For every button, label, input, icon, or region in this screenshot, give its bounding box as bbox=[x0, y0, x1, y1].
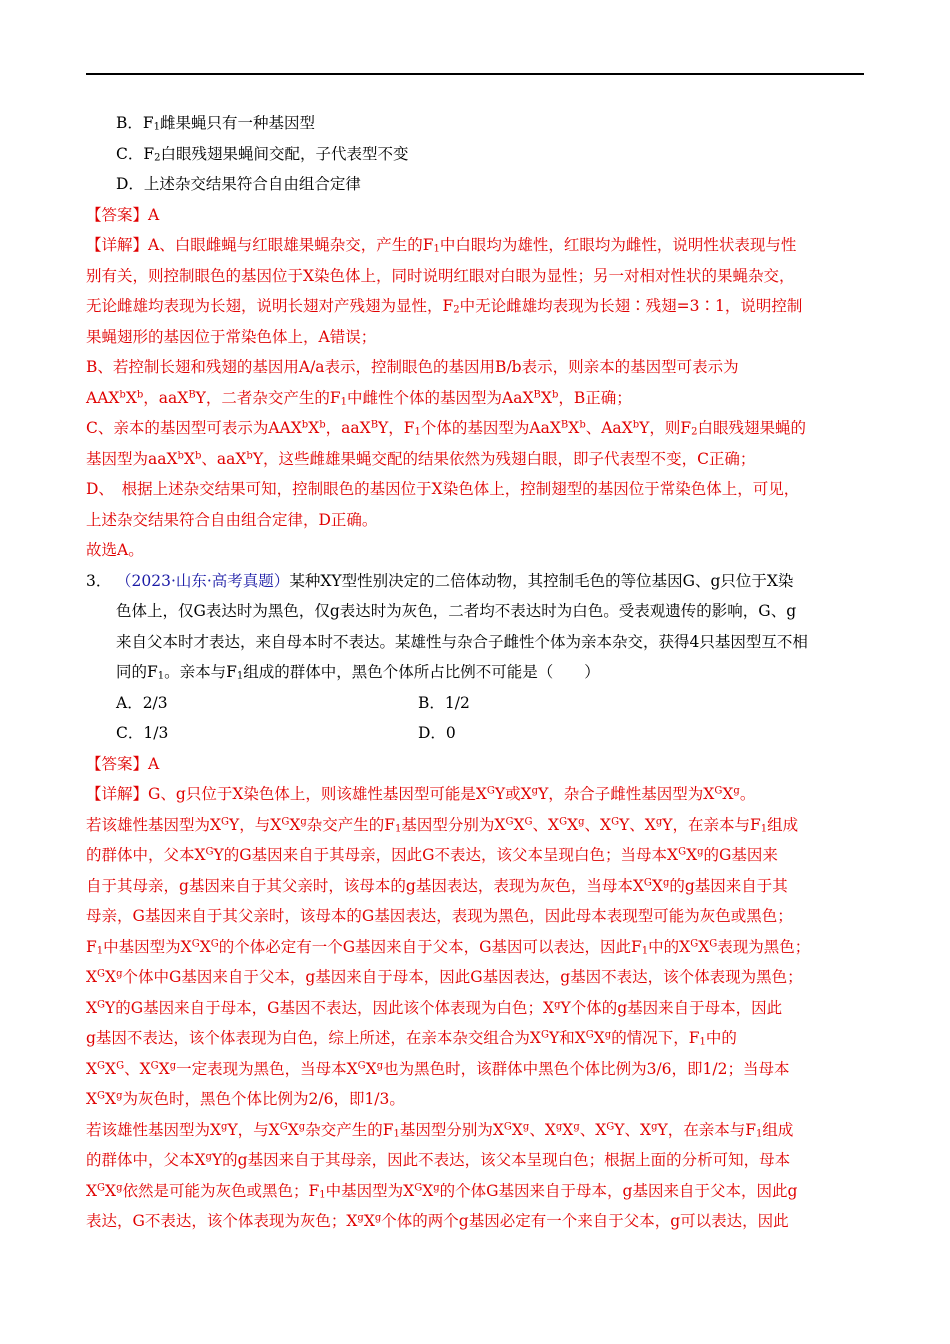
answer-value: A bbox=[148, 754, 160, 773]
explanation-line: B、若控制长翅和残翅的基因用A/a表示，控制眼色的基因用B/b表示，则亲本的基因型可表示为 bbox=[86, 358, 739, 376]
explanation-line: $X^GX^g$为灰色时，黑色个体比例为2/6，即1/3。 bbox=[86, 1090, 405, 1108]
explanation-line: $X^GY$的G基因来自于母本，G基因不表达，因此该个体表现为白色；$X^gY$个体的g基因来自于母本，因此 bbox=[86, 998, 783, 1017]
explanation-line: $X^GX^G$、$X^GX^g$一定表现为黑色，当母本$X^GX^g$也为黑色时，该群体中黑色个体比例为3/6，即1/2；当母本 bbox=[86, 1059, 790, 1078]
explanation-line: 上述杂交结果符合自由组合定律，D正确。 bbox=[86, 510, 378, 529]
explanation-line: 别有关，则控制眼色的基因位于X染色体上，同时说明红眼对白眼为显性；另一对相对性状的果蝇杂交， bbox=[86, 266, 795, 285]
explanation-line: 基因型为$aaX^bX^b$、aaX$^b$Y，这些雌雄果蝇交配的结果依然为残翅白眼，即子代表型不变，C正确； bbox=[86, 449, 756, 468]
explanation-line: 母亲，G基因来自于其父亲时，该母本的G基因表达，表现为黑色，因此母本表现型可能为灰色或黑色； bbox=[86, 907, 793, 925]
explanation-line: g基因不表达，该个体表现为白色，综上所述，在亲本杂交组合为$X^GY$和$X^GX^g$的情况下，$F_1$中的 bbox=[86, 1029, 737, 1048]
option-d: D．0 bbox=[418, 724, 456, 742]
question-3-stem: 同的$F_1$。亲本与$F_1$组成的群体中，黑色个体所占比例不可能是（ ） bbox=[116, 663, 600, 682]
explanation-line: 果蝇翅形的基因位于常染色体上，A错误； bbox=[86, 327, 377, 346]
option-d: D．上述杂交结果符合自由组合定律 bbox=[116, 175, 361, 193]
question-3-stem: 色体上，仅G表达时为黑色，仅g表达时为灰色，二者均不表达时为白色。受表观遗传的影响，G、g bbox=[116, 602, 797, 620]
detail-label: 【详解】 bbox=[86, 785, 149, 803]
answer-line-1 bbox=[86, 200, 866, 231]
document-body bbox=[86, 108, 866, 1237]
answer-label: 【答案】 bbox=[86, 754, 149, 773]
explanation-line: 【详解】A、白眼雌蝇与红眼雄果蝇杂交，产生的$F_1$中白眼均为雄性，红眼均为雌性，说明性状表现与性 bbox=[86, 236, 797, 255]
option-b: B．$F_1$雌果蝇只有一种基因型 bbox=[116, 114, 316, 133]
explanation-line: $X^GX^g$依然是可能为灰色或黑色；$F_1$中基因型为$X^GX^g$的个体G基因来自于母本，g基因来自于父本，因此g bbox=[86, 1181, 798, 1200]
explanation-line: 若该雄性基因型为$X^GY$，与$X^GX^g$杂交产生的$F_1$基因型分别为$X^GX^G$、$X^GX^g$、$X^GY$、$X^gY$，在亲本与$F_1$组成 bbox=[86, 815, 799, 834]
explanation-line: $AAX^bX^b$，aaX$^B$Y，二者杂交产生的$F_1$中雌性个体的基因型为$AaX^BX^b$，B正确； bbox=[86, 388, 632, 407]
question-source: （2023·山东·高考真题） bbox=[116, 571, 290, 590]
explanation-line: 的群体中，父本$X^gY$的g基因来自于其母亲，因此不表达，该父本呈现白色；根据上面的分析可知，母本 bbox=[86, 1151, 791, 1169]
explanation-line: $X^GX^g$个体中G基因来自于父本，g基因来自于母本，因此G基因表达，g基因不表达，该个体表现为黑色； bbox=[86, 968, 803, 986]
explanation-line: C、亲本的基因型可表示为$AAX^bX^b$，aaX$^B$Y，$F_1$个体的基因型为$AaX^BX^b$、AaX$^b$Y，则$F_2$白眼残翅果蝇的 bbox=[86, 419, 806, 438]
question-3-stem: 来自父本时才表达，来自母本时不表达。某雄性与杂合子雌性个体为亲本杂交，获得4只基因型互不相 bbox=[116, 632, 808, 651]
header-rule bbox=[86, 73, 864, 75]
answer-label: 【答案】 bbox=[86, 205, 149, 224]
explanation-line: $F_1$中基因型为$X^GX^G$的个体必定有一个G基因来自于父本，G基因可以表达，因此$F_1$中的$X^GX^G$表现为黑色； bbox=[86, 937, 811, 956]
explanation-line: 的群体中，父本$X^GY$的G基因来自于其母亲，因此G不表达，该父本呈现白色；当母本$X^GX^g$的G基因来 bbox=[86, 846, 778, 864]
question-number: 3． bbox=[86, 571, 112, 590]
answer-line-2 bbox=[86, 749, 866, 780]
explanation-line: 无论雌雄均表现为长翅，说明长翅对产残翅为显性，$F_2$中无论雌雄均表现为长翅∶残翅=3∶1，说明控制 bbox=[86, 297, 803, 316]
answer-value: A bbox=[148, 205, 160, 224]
detail-label: 【详解】 bbox=[86, 236, 149, 254]
explanation-line: 表达，G不表达，该个体表现为灰色；$X^gX^g$个体的两个g基因必定有一个来自于父本，g可以表达，因此 bbox=[86, 1212, 789, 1230]
explanation-line: 自于其母亲，g基因来自于其父亲时，该母本的g基因表达，表现为灰色，当母本$X^GX^g$的g基因来自于其 bbox=[86, 876, 788, 895]
explanation-line: 若该雄性基因型为$X^gY$，与$X^GX^g$杂交产生的$F_1$基因型分别为$X^GX^g$、$X^gX^g$、$X^GY$、$X^gY$，在亲本与$F_1$组成 bbox=[86, 1120, 794, 1139]
option-row bbox=[86, 718, 866, 749]
question-3-stem: 3． （2023·山东·高考真题）某种XY型性别决定的二倍体动物，其控制毛色的等位基因G、g只位于X染 bbox=[86, 566, 866, 597]
option-c: C．$F_2$白眼残翅果蝇间交配，子代表型不变 bbox=[116, 144, 409, 163]
explanation-line: D、 根据上述杂交结果可知，控制眼色的基因位于X染色体上，控制翅型的基因位于常染色体上，可见， bbox=[86, 480, 800, 498]
option-c: C．1/3 bbox=[116, 724, 169, 742]
option-row bbox=[86, 688, 866, 719]
explanation-line: 【详解】G、g只位于X染色体上，则该雄性基因型可能是$X^GY$或$X^gY$，杂合子雌性基因型为$X^GX^g$。 bbox=[86, 785, 756, 803]
option-a: A．2/3 bbox=[116, 693, 168, 712]
option-b: B．1/2 bbox=[418, 693, 470, 712]
conclusion: 故选A。 bbox=[86, 541, 144, 559]
